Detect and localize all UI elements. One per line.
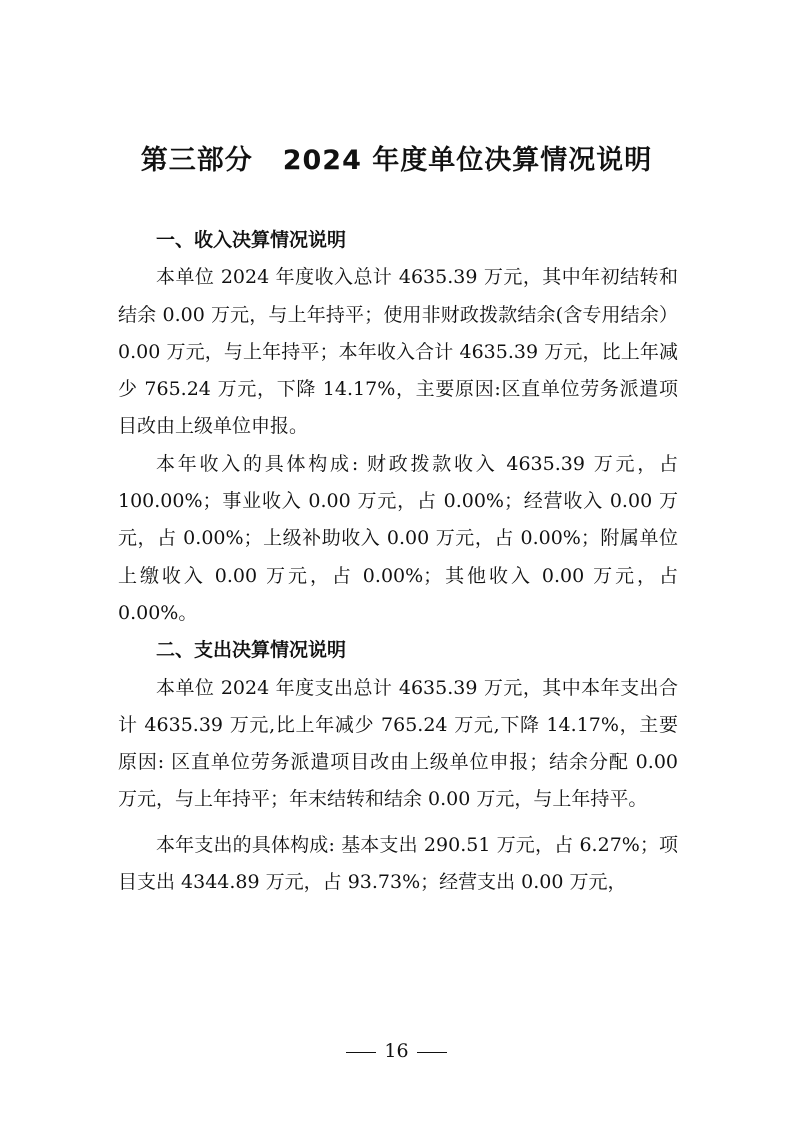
footer-dash-right bbox=[417, 1052, 447, 1053]
footer-dash-left bbox=[346, 1052, 376, 1053]
page-number: 16 bbox=[384, 1040, 409, 1062]
title-year-label: 2024 年度单位决算情况说明 bbox=[282, 145, 653, 176]
expenditure-summary-paragraph: 本单位 2024 年度支出总计 4635.39 万元，其中本年支出合计 4635.39 万元,比上年减少 765.24 万元,下降 14.17%，主要原因: 区直单位劳务派遣项目改由上级单位申报；结余分配 0.00 万元，与上年持平；年末结转和结余 0.00 万元，与上年持平。 bbox=[118, 676, 678, 811]
page-footer bbox=[0, 1040, 793, 1062]
document-body bbox=[118, 222, 678, 901]
section-heading-income: 一、收入决算情况说明 bbox=[156, 229, 347, 251]
page-title bbox=[0, 138, 793, 177]
expenditure-composition-paragraph: 本年支出的具体构成: 基本支出 290.51 万元，占 6.27%；项目支出 4344.89 万元，占 93.73%；经营支出 0.00 万元， bbox=[118, 833, 678, 894]
section-heading-expenditure: 二、支出决算情况说明 bbox=[156, 639, 347, 662]
income-summary-paragraph: 本单位 2024 年度收入总计 4635.39 万元，其中年初结转和结余 0.00 万元，与上年持平；使用非财政拨款结余(含专用结余）0.00 万元，与上年持平；本年收入合计 4635.39 万元，比上年减少 765.24 万元，下降 14.17%，主要原因:区直单位劳务派遣项目改由上级单位申报。 bbox=[118, 266, 678, 438]
income-composition-paragraph: 本年收入的具体构成: 财政拨款收入 4635.39 万元，占 100.00%；事业收入 0.00 万元，占 0.00%；经营收入 0.00 万元，占 0.00%；上级补助收入 0.00 万元，占 0.00%；附属单位上缴收入 0.00 万元，占 0.00%；其他收入 0.00 万元，占 0.00%。 bbox=[118, 452, 678, 624]
title-part-label: 第三部分 bbox=[140, 145, 253, 176]
